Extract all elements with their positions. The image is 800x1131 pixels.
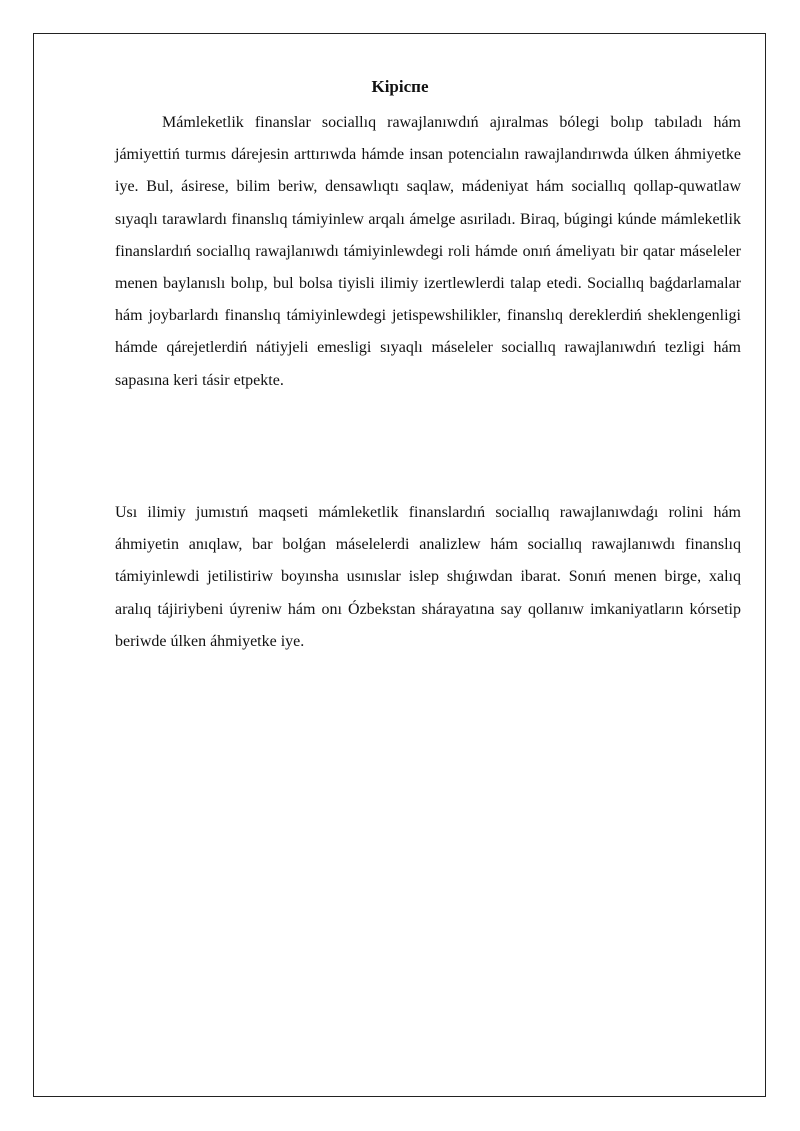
paragraph-introduction: Mámleketlik finanslar sociallıq rawajlanıwdıń ajıralmas bólegi bolıp tabıladı hám jámiyettiń turmıs dárejesin arttırıwda hámde insan potencialın rawajlandırıwda úlken áhmiyetke iye. Bul, ásirese, bilim beriw, densawlıqtı saqlaw, mádeniyat hám sociallıq qollap-quwatlaw sıyaqlı tarawlardı finanslıq támiyinlew arqalı ámelge asıriladı. Biraq, búgingi kúnde mámleketlik finanslardıń sociallıq rawajlanıwdı támiyinlewdegi roli hámde onıń ámeliyatı bir qatar máseleler menen baylanıslı bolıp, bul bolsa tiyisli ilimiy izertlewlerdi talap etedi. Sociallıq baǵdarlamalar hám joybarlardı finanslıq támiyinlewdegi jetispewshilikler, finanslıq dereklerdiń sheklengenligi hámde qárejetlerdiń nátiyjeli emesligi sıyaqlı máseleler sociallıq rawajlanıwdıń tezligi hám sapasına keri tásir etpekte.: [115, 114, 741, 389]
paragraph-aim: Usı ilimiy jumıstıń maqseti mámleketlik finanslardıń sociallıq rawajlanıwdaǵı rolini hám áhmiyetin anıqlaw, bar bolǵan máselelerdi analizlew hám sociallıq rawajlanıwdı finanslıq támiyinlewdi jetilistiriw boyınsha usınıslar islep shıǵıwdan ibarat. Sonıń menen birge, xalıq aralıq tájiriybeni úyreniw hám onı Ózbekstan shárayatına say qollanıw imkaniyatların kórsetip beriwde úlken áhmiyetke iye.: [115, 504, 741, 650]
document-title: Kipicпe: [371, 77, 429, 96]
